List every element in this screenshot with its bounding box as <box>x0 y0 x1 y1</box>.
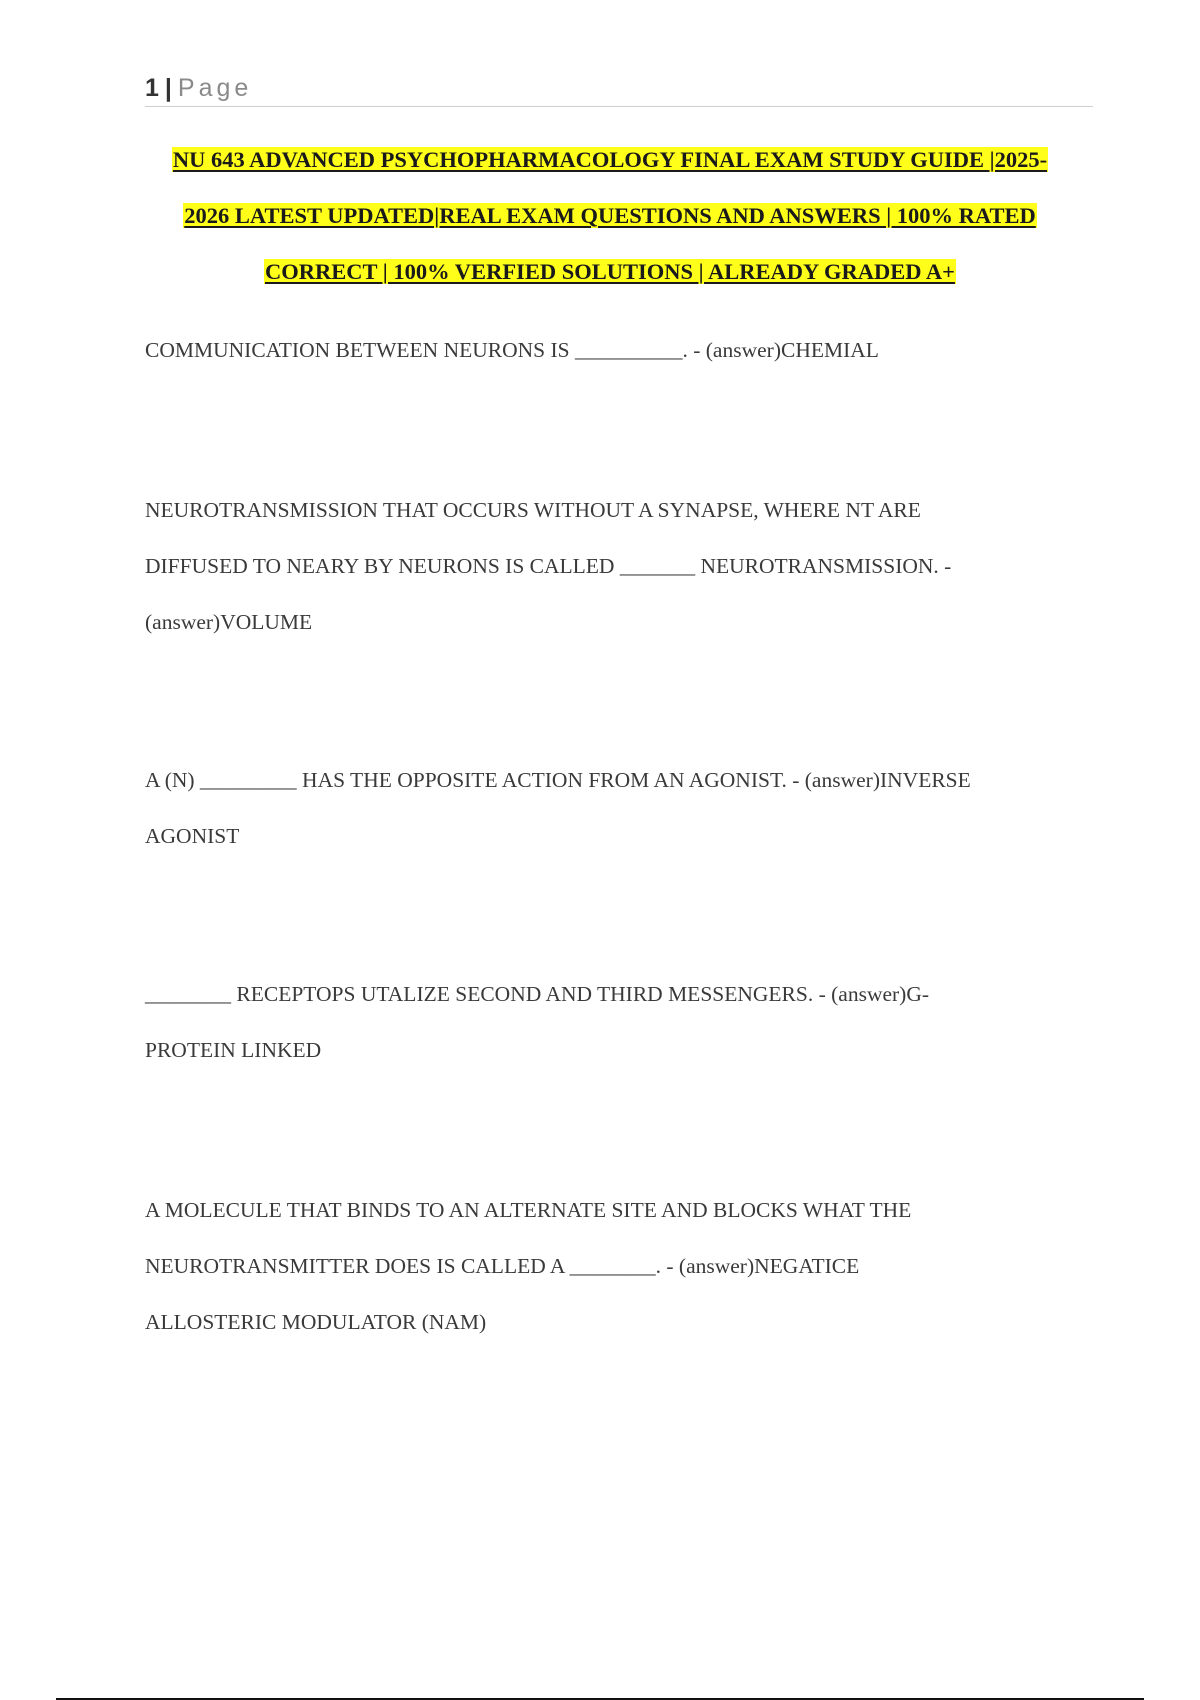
question-line: DIFFUSED TO NEARY BY NEURONS IS CALLED _______ NEUROTRANSMISSION. - <box>145 554 952 578</box>
title-line-text: NU 643 ADVANCED PSYCHOPHARMACOLOGY FINAL EXAM STUDY GUIDE |2025- <box>172 147 1048 172</box>
question-2 <box>145 482 1105 650</box>
title-line <box>130 252 1090 308</box>
page-label: Page <box>177 74 253 102</box>
question-line: AGONIST <box>145 824 240 848</box>
question-line: NEUROTRANSMITTER DOES IS CALLED A ________. - (answer)NEGATICE <box>145 1254 860 1278</box>
question-5 <box>145 1182 1105 1350</box>
page-separator: | <box>164 74 172 102</box>
question-line: ________ RECEPTOPS UTALIZE SECOND AND THIRD MESSENGERS. - (answer)G- <box>145 982 930 1006</box>
question-line: NEUROTRANSMISSION THAT OCCURS WITHOUT A SYNAPSE, WHERE NT ARE <box>145 498 921 522</box>
question-line: A (N) _________ HAS THE OPPOSITE ACTION FROM AN AGONIST. - (answer)INVERSE <box>145 768 971 792</box>
title-line <box>130 196 1090 252</box>
question-1 <box>145 322 1105 378</box>
question-line: ALLOSTERIC MODULATOR (NAM) <box>145 1310 487 1334</box>
title-line <box>130 140 1090 196</box>
title-line-text: CORRECT | 100% VERFIED SOLUTIONS | ALREADY GRADED A+ <box>265 259 955 284</box>
question-line: (answer)VOLUME <box>145 610 313 634</box>
question-4 <box>145 966 1105 1078</box>
title-line-text: 2026 LATEST UPDATED|REAL EXAM QUESTIONS AND ANSWERS | 100% RATED <box>184 203 1036 228</box>
question-line: A MOLECULE THAT BINDS TO AN ALTERNATE SITE AND BLOCKS WHAT THE <box>145 1198 912 1222</box>
question-line: PROTEIN LINKED <box>145 1038 322 1062</box>
page-number: 1 <box>145 74 159 102</box>
page-header <box>145 70 1093 107</box>
question-3 <box>145 752 1105 864</box>
document-title <box>130 140 1090 308</box>
question-line: COMMUNICATION BETWEEN NEURONS IS __________. - (answer)CHEMIAL <box>145 338 879 362</box>
